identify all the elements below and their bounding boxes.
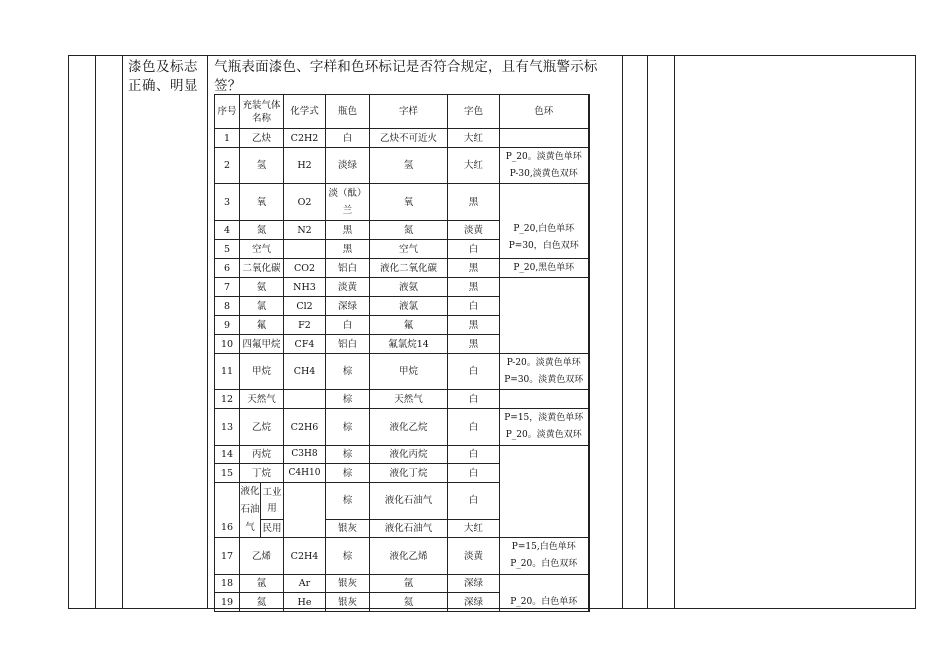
ring-line: P-20。淡黄色单环	[506, 357, 581, 368]
cell-no: 4	[215, 221, 240, 240]
cell-color-ring	[500, 278, 589, 354]
cell-lettering: 甲烷	[370, 354, 448, 390]
cell-lettering: 液化二氧化碳	[370, 259, 448, 278]
cell-no: 2	[215, 148, 240, 184]
cell-no: 3	[215, 184, 240, 221]
cell-formula: H2	[284, 148, 326, 184]
table-row	[215, 259, 589, 278]
cell-letter-color: 黑	[448, 184, 500, 221]
table-row	[215, 409, 589, 446]
table-row	[215, 575, 589, 593]
cell-formula: CO2	[284, 259, 326, 278]
ring-line: P=15,白色单环	[511, 542, 576, 552]
cell-lettering: 液化石油气	[370, 483, 448, 520]
cell-formula	[284, 240, 326, 259]
cell-lettering: 氢	[370, 148, 448, 184]
cell-no: 9	[215, 316, 240, 335]
cell-formula: C2H4	[284, 538, 326, 575]
cell-gas-name: 丁烷	[240, 464, 284, 483]
header-color-ring: 色环	[500, 95, 589, 129]
cell-formula: N2	[284, 221, 326, 240]
table-row	[215, 148, 589, 184]
cell-lettering: 液化石油气	[370, 519, 448, 537]
cell-bottle-color: 棕	[326, 446, 370, 464]
cell-gas-name: 氟	[240, 316, 284, 335]
cell-bottle-color: 白	[326, 316, 370, 335]
cell-color-ring	[500, 409, 589, 446]
cell-letter-color: 大红	[448, 148, 500, 184]
cell-gas-name: 二氧化碳	[240, 259, 284, 278]
cell-bottle-color: 银灰	[326, 575, 370, 593]
cell-no: 14	[215, 446, 240, 464]
table-row	[215, 278, 589, 297]
cell-formula: Cl2	[284, 297, 326, 316]
column-divider	[647, 55, 648, 609]
cell-letter-color: 大红	[448, 519, 500, 537]
cell-letter-color: 深绿	[448, 593, 500, 612]
cell-letter-color: 白	[448, 446, 500, 464]
cell-no: 16	[215, 483, 240, 538]
column-divider	[674, 55, 675, 609]
ring-line: P_20。白色双环	[510, 559, 578, 569]
cell-no: 19	[215, 593, 240, 612]
cell-bottle-color: 棕	[326, 483, 370, 520]
cell-letter-color: 白	[448, 297, 500, 316]
cell-color-ring	[500, 184, 589, 259]
gas-cylinder-color-table	[214, 94, 590, 612]
cell-lettering: 液化丁烷	[370, 464, 448, 483]
cell-no: 12	[215, 390, 240, 409]
cell-gas-name: 天然气	[240, 390, 284, 409]
header-lettering: 字样	[370, 95, 448, 129]
cell-letter-color: 白	[448, 240, 500, 259]
cell-color-ring	[500, 129, 589, 148]
cell-gas-name: 丙烷	[240, 446, 284, 464]
cell-gas-name: 空气	[240, 240, 284, 259]
cell-lettering: 氧	[370, 184, 448, 221]
cell-formula: F2	[284, 316, 326, 335]
column-divider	[915, 55, 916, 609]
table-row	[215, 446, 589, 464]
cell-bottle-color: 银灰	[326, 519, 370, 537]
cell-lettering: 空气	[370, 240, 448, 259]
cell-gas-name: 氯	[240, 297, 284, 316]
cell-gas-name: 乙烯	[240, 538, 284, 575]
cell-gas-subtype: 民用	[261, 519, 284, 537]
cell-bottle-color: 棕	[326, 538, 370, 575]
cell-bottle-color: 棕	[326, 409, 370, 446]
cell-formula: NH3	[284, 278, 326, 297]
cell-no: 11	[215, 354, 240, 390]
cell-bottle-color: 铝白	[326, 259, 370, 278]
cell-lettering: 氦	[370, 593, 448, 612]
cell-no: 6	[215, 259, 240, 278]
cell-lettering: 液化丙烷	[370, 446, 448, 464]
cell-letter-color: 白	[448, 464, 500, 483]
ring-line: P-30,淡黄色双环	[509, 168, 578, 179]
ring-line: P_20,白色单环	[513, 224, 575, 234]
cell-letter-color: 白	[448, 409, 500, 446]
cell-color-ring: P_20。白色单环	[500, 575, 589, 612]
cell-no: 18	[215, 575, 240, 593]
cell-formula: O2	[284, 184, 326, 221]
cell-letter-color: 黑	[448, 278, 500, 297]
column-divider	[122, 55, 123, 609]
ring-line: P_20。淡黄色双环	[505, 430, 582, 440]
cell-formula	[284, 390, 326, 409]
cell-letter-color: 黑	[448, 316, 500, 335]
table-row	[215, 390, 589, 409]
column-divider	[207, 55, 208, 609]
table-row	[215, 538, 589, 575]
cell-gas-subtype: 工业用	[261, 483, 284, 520]
cell-bottle-color: 淡（酞）兰	[326, 184, 370, 221]
cell-formula	[284, 483, 326, 538]
cell-gas-name: 氩	[240, 575, 284, 593]
cell-color-ring	[500, 390, 589, 409]
cell-gas-name: 液化石油气	[240, 483, 261, 538]
header-bottle-color: 瓶色	[326, 95, 370, 129]
cell-lettering: 液化乙烯	[370, 538, 448, 575]
cell-no: 8	[215, 297, 240, 316]
cell-no: 7	[215, 278, 240, 297]
cell-bottle-color: 铝白	[326, 335, 370, 354]
cell-bottle-color: 黑	[326, 221, 370, 240]
cell-letter-color: 白	[448, 390, 500, 409]
cell-lettering: 液氨	[370, 278, 448, 297]
cell-formula: C2H2	[284, 129, 326, 148]
cell-no: 17	[215, 538, 240, 575]
cell-gas-name: 氨	[240, 278, 284, 297]
cell-no: 15	[215, 464, 240, 483]
cell-bottle-color: 棕	[326, 354, 370, 390]
cell-lettering: 乙炔不可近火	[370, 129, 448, 148]
cell-color-ring	[500, 148, 589, 184]
cell-bottle-color: 黑	[326, 240, 370, 259]
header-gas-name: 充装气体名称	[240, 95, 284, 129]
cell-lettering: 氟氯烷14	[370, 335, 448, 354]
table-header-row	[215, 95, 589, 129]
cell-gas-name: 乙烷	[240, 409, 284, 446]
cell-bottle-color: 棕	[326, 390, 370, 409]
cell-lettering: 氟	[370, 316, 448, 335]
requirement-text: 气瓶表面漆色、字样和色环标记是否符合规定，且有气瓶警示标签？	[214, 59, 598, 94]
ring-line: P_20。淡黄色单环	[505, 151, 582, 162]
cell-letter-color: 深绿	[448, 575, 500, 593]
column-divider	[95, 55, 96, 609]
cell-bottle-color: 淡绿	[326, 148, 370, 184]
ring-line: P=30。淡黄色双环	[504, 374, 584, 385]
cell-formula: CH4	[284, 354, 326, 390]
cell-formula: C3H8	[284, 446, 326, 464]
header-no: 序号	[215, 95, 240, 129]
cell-lettering: 天然气	[370, 390, 448, 409]
cell-letter-color: 黑	[448, 335, 500, 354]
cell-formula: He	[284, 593, 326, 612]
cell-formula: C4H10	[284, 464, 326, 483]
cell-color-ring	[500, 446, 589, 538]
cell-gas-name: 四氟甲烷	[240, 335, 284, 354]
column-divider	[622, 55, 623, 609]
cell-formula: CF4	[284, 335, 326, 354]
header-formula: 化学式	[284, 95, 326, 129]
cell-no: 13	[215, 409, 240, 446]
check-item-line: 漆色及标志	[128, 59, 198, 75]
cell-letter-color: 大红	[448, 129, 500, 148]
cell-bottle-color: 深绿	[326, 297, 370, 316]
cell-gas-name: 氮	[240, 221, 284, 240]
cell-gas-name: 氦	[240, 593, 284, 612]
cell-gas-name: 乙炔	[240, 129, 284, 148]
cell-bottle-color: 棕	[326, 464, 370, 483]
cell-letter-color: 淡黄	[448, 538, 500, 575]
cell-bottle-color: 银灰	[326, 593, 370, 612]
cell-no: 1	[215, 129, 240, 148]
cell-no: 10	[215, 335, 240, 354]
cell-bottle-color: 白	[326, 129, 370, 148]
cell-lettering: 氩	[370, 575, 448, 593]
check-item-line: 正确、明显	[128, 78, 198, 94]
cell-color-ring	[500, 354, 589, 390]
table-row	[215, 354, 589, 390]
check-item-cell	[128, 58, 208, 96]
cell-letter-color: 淡黄	[448, 221, 500, 240]
header-letter-color: 字色	[448, 95, 500, 129]
cell-color-ring: P_20,黑色单环	[500, 259, 589, 278]
cell-letter-color: 白	[448, 483, 500, 520]
ring-line: P=30，白色双环	[508, 241, 579, 251]
ring-line: P=15，淡黄色单环	[504, 413, 584, 423]
cell-lettering: 液化乙烷	[370, 409, 448, 446]
cell-color-ring	[500, 538, 589, 575]
table-row	[215, 129, 589, 148]
cell-lettering: 液氯	[370, 297, 448, 316]
cell-letter-color: 黑	[448, 259, 500, 278]
cell-lettering: 氮	[370, 221, 448, 240]
cell-no: 5	[215, 240, 240, 259]
table-row	[215, 184, 589, 221]
cell-formula: C2H6	[284, 409, 326, 446]
cell-letter-color: 白	[448, 354, 500, 390]
cell-gas-name: 氢	[240, 148, 284, 184]
cell-bottle-color: 淡黄	[326, 278, 370, 297]
cell-gas-name: 甲烷	[240, 354, 284, 390]
cell-gas-name: 氧	[240, 184, 284, 221]
cell-formula: Ar	[284, 575, 326, 593]
